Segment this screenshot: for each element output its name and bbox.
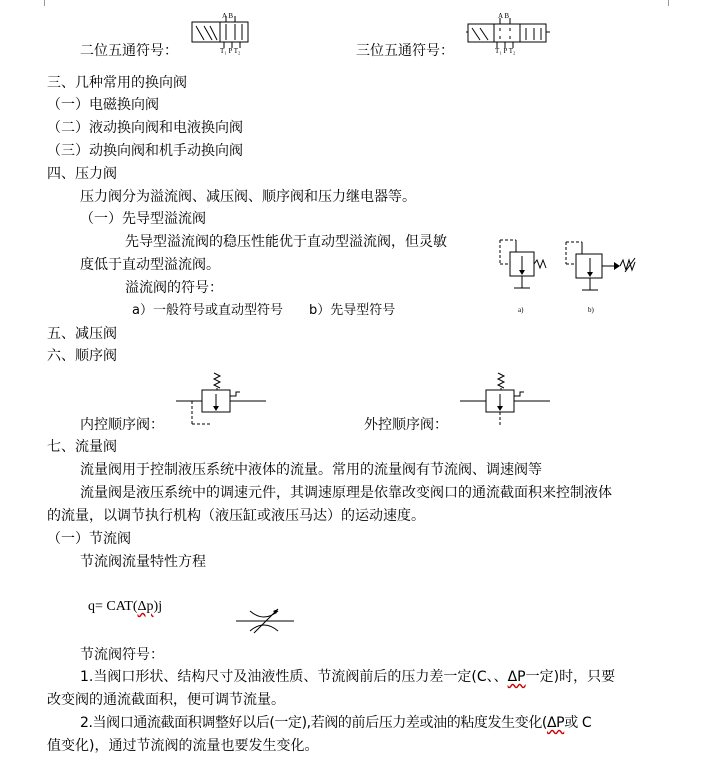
two-pos-five-way-label: 二位五通符号： <box>80 43 178 59</box>
section-7-title: 七、流量阀 <box>47 439 117 455</box>
throttle-valve-symbol-label: 节流阀符号： <box>80 647 164 663</box>
flow-equation-title: 节流阀流量特性方程 <box>80 554 206 570</box>
section-4-1-title: （一）先导型溢流阀 <box>80 211 206 227</box>
section-7-1-title: （一）节流阀 <box>47 531 131 547</box>
section-4-1-para-line2: 度低于直动型溢流阀。 <box>80 257 220 273</box>
internal-sequence-valve-label: 内控顺序阀： <box>80 417 164 433</box>
section-5-title: 五、减压阀 <box>47 326 117 342</box>
relief-valve-captions: a）一般符号或直动型符号 b）先导型符号 <box>132 303 396 318</box>
section-3-2: （二）液动换向阀和电液换向阀 <box>47 120 243 136</box>
section-3-3: （三）动换向阀和机手动换向阀 <box>47 143 243 159</box>
relief-label-a: a) <box>518 306 524 314</box>
section-4-1-para-line1: 先导型溢流阀的稳压性能优于直动型溢流阀，但灵敏 <box>125 234 447 250</box>
relief-valve-pilot-symbol <box>562 236 646 302</box>
section-4-title: 四、压力阀 <box>47 166 117 182</box>
section-7-para1: 流量阀用于控制液压系统中液体的流量。常用的流量阀有节流阀、调速阀等 <box>80 462 542 478</box>
formula-suffix: )j <box>153 599 163 614</box>
external-sequence-valve-label: 外控顺序阀： <box>364 417 448 433</box>
throttle-item1-line1 <box>80 668 615 686</box>
formula-prefix: q= CAT( <box>88 599 138 614</box>
throttle-item2-line1 <box>80 714 591 732</box>
section-7-para2-line2: 的流量，以调节执行机构（液压缸或液压马达）的运动速度。 <box>47 508 425 524</box>
throttle-item1-dp: ΔP <box>507 669 526 685</box>
relief-label-b: b) <box>588 306 594 314</box>
throttle-item2-line2: 值变化)，通过节流阀的流量也要发生变化。 <box>47 738 319 754</box>
throttle-item2-pre: 2.当阀口通流截面积调整好以后(一定),若阀的前后压力差或油的粘度发生变化( <box>80 715 547 731</box>
three-pos-ports-top: A B <box>498 12 510 20</box>
three-pos-ports-bottom: T₁ P T₂ <box>495 47 516 55</box>
page-corner-mark <box>668 0 669 6</box>
section-4-intro: 压力阀分为溢流阀、减压阀、顺序阀和压力继电器等。 <box>80 189 416 205</box>
external-sequence-valve-symbol <box>460 370 550 430</box>
relief-valve-symbol-label: 溢流阀的符号： <box>125 280 223 296</box>
throttle-item2-post: 或 C <box>564 715 592 731</box>
three-pos-five-way-label: 三位五通符号： <box>356 43 454 59</box>
internal-sequence-valve-symbol <box>176 370 266 430</box>
flow-formula <box>88 598 162 616</box>
two-pos-ports-top: A B <box>222 12 234 20</box>
throttle-item2-dp: ΔP <box>547 715 565 731</box>
section-3-title: 三、几种常用的换向阀 <box>47 75 187 91</box>
page-corner-mark <box>44 0 45 6</box>
throttle-item1-pre: 1.当阀口形状、结构尺寸及油液性质、节流阀前后的压力差一定(C、、 <box>80 669 508 685</box>
section-7-para2-line1: 流量阀是液压系统中的调速元件，其调速原理是依靠改变阀口的通流截面积来控制液体 <box>80 485 612 501</box>
throttle-item1-line2: 改变阀的通流截面积，便可调节流量。 <box>47 692 285 708</box>
two-pos-ports-bottom: T₁ P T₂ <box>220 47 241 55</box>
relief-valve-direct-symbol <box>496 234 552 300</box>
throttle-valve-symbol <box>236 606 294 636</box>
throttle-item1-post: 一定)时，只要 <box>525 669 616 685</box>
section-3-1: （一）电磁换向阀 <box>47 97 159 113</box>
formula-delta-p: Δp <box>137 599 154 614</box>
section-6-title: 六、顺序阀 <box>47 348 117 364</box>
